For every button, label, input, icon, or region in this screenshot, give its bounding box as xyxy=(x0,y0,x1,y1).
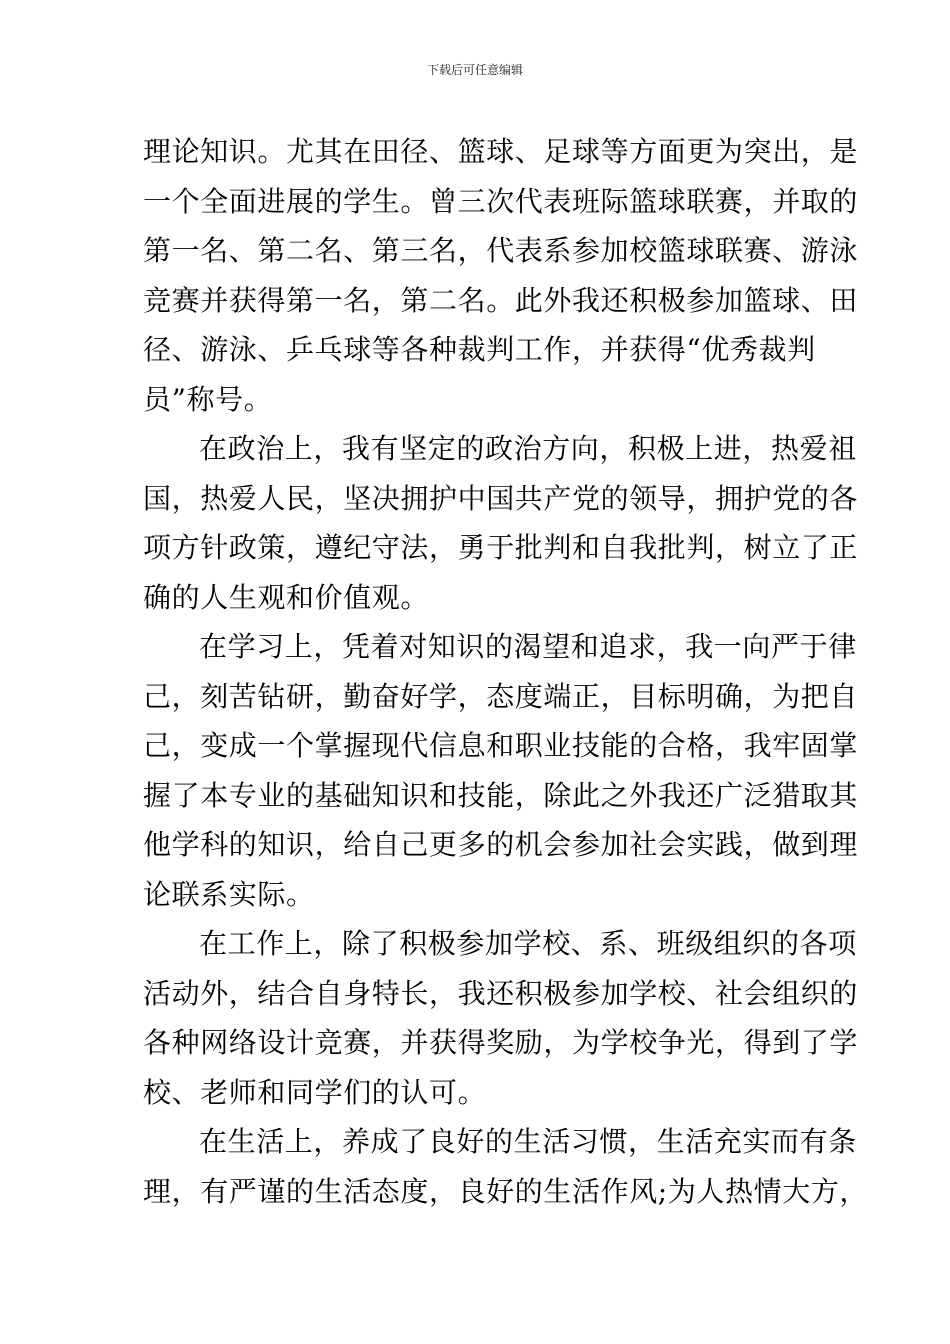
paragraph-3-line: 论联系实际。 xyxy=(143,877,315,911)
paragraph-1-line: 径、游泳、乒乓球等各种裁判工作，并获得“优秀裁判 xyxy=(143,333,816,366)
paragraph-3-line: 他学科的知识，给自己更多的机会参加社会实践，做到理 xyxy=(143,828,859,861)
paragraph-4-line: 各种网络设计竞赛，并获得奖励，为学校争光，得到了学 xyxy=(143,1026,859,1059)
paragraph-4-first-line: 在工作上，除了积极参加学校、系、班级组织的各项 xyxy=(199,927,857,960)
paragraph-1-line: 第一名、第二名、第三名，代表系参加校篮球联赛、游泳 xyxy=(143,234,859,267)
paragraph-1-line: 员”称号。 xyxy=(143,382,273,416)
page-header: 下载后可任意编辑 xyxy=(426,63,523,77)
paragraph-3-first-line: 在学习上，凭着对知识的渴望和追求，我一向严于律 xyxy=(199,630,857,663)
paragraph-4-line: 活动外，结合自身特长，我还积极参加学校、社会组织的 xyxy=(143,976,859,1010)
paragraph-1-line: 一个全面进展的学生。曾三次代表班际篮球联赛，并取的 xyxy=(143,184,859,218)
paragraph-3-line: 握了本专业的基础知识和技能，除此之外我还广泛猎取其 xyxy=(143,778,859,812)
paragraph-3-line: 己，变成一个掌握现代信息和职业技能的合格，我牢固掌 xyxy=(143,729,859,762)
paragraph-1-line: 理论知识。尤其在田径、篮球、足球等方面更为突出，是 xyxy=(143,135,859,168)
paragraph-2-line: 确的人生观和价值观。 xyxy=(143,580,430,614)
paragraph-2-line: 项方针政策，遵纪守法，勇于批判和自我批判，树立了正 xyxy=(143,531,859,564)
paragraph-5-first-line: 在生活上，养成了良好的生活习惯，生活充实而有条 xyxy=(199,1125,857,1158)
document-body xyxy=(143,127,869,1216)
paragraph-4-line: 校、老师和同学们的认可。 xyxy=(143,1075,487,1109)
paragraph-2-first-line: 在政治上，我有坚定的政治方向，积极上进，热爱祖 xyxy=(199,432,857,465)
paragraph-3-line: 己，刻苦钻研，勤奋好学，态度端正，目标明确，为把自 xyxy=(143,679,859,713)
paragraph-2-line: 国，热爱人民，坚决拥护中国共产党的领导，拥护党的各 xyxy=(143,481,859,515)
paragraph-1-line: 竞赛并获得第一名，第二名。此外我还积极参加篮球、田 xyxy=(143,283,859,317)
paragraph-5-line: 理，有严谨的生活态度，良好的生活作风;为人热情大方， xyxy=(143,1174,869,1208)
